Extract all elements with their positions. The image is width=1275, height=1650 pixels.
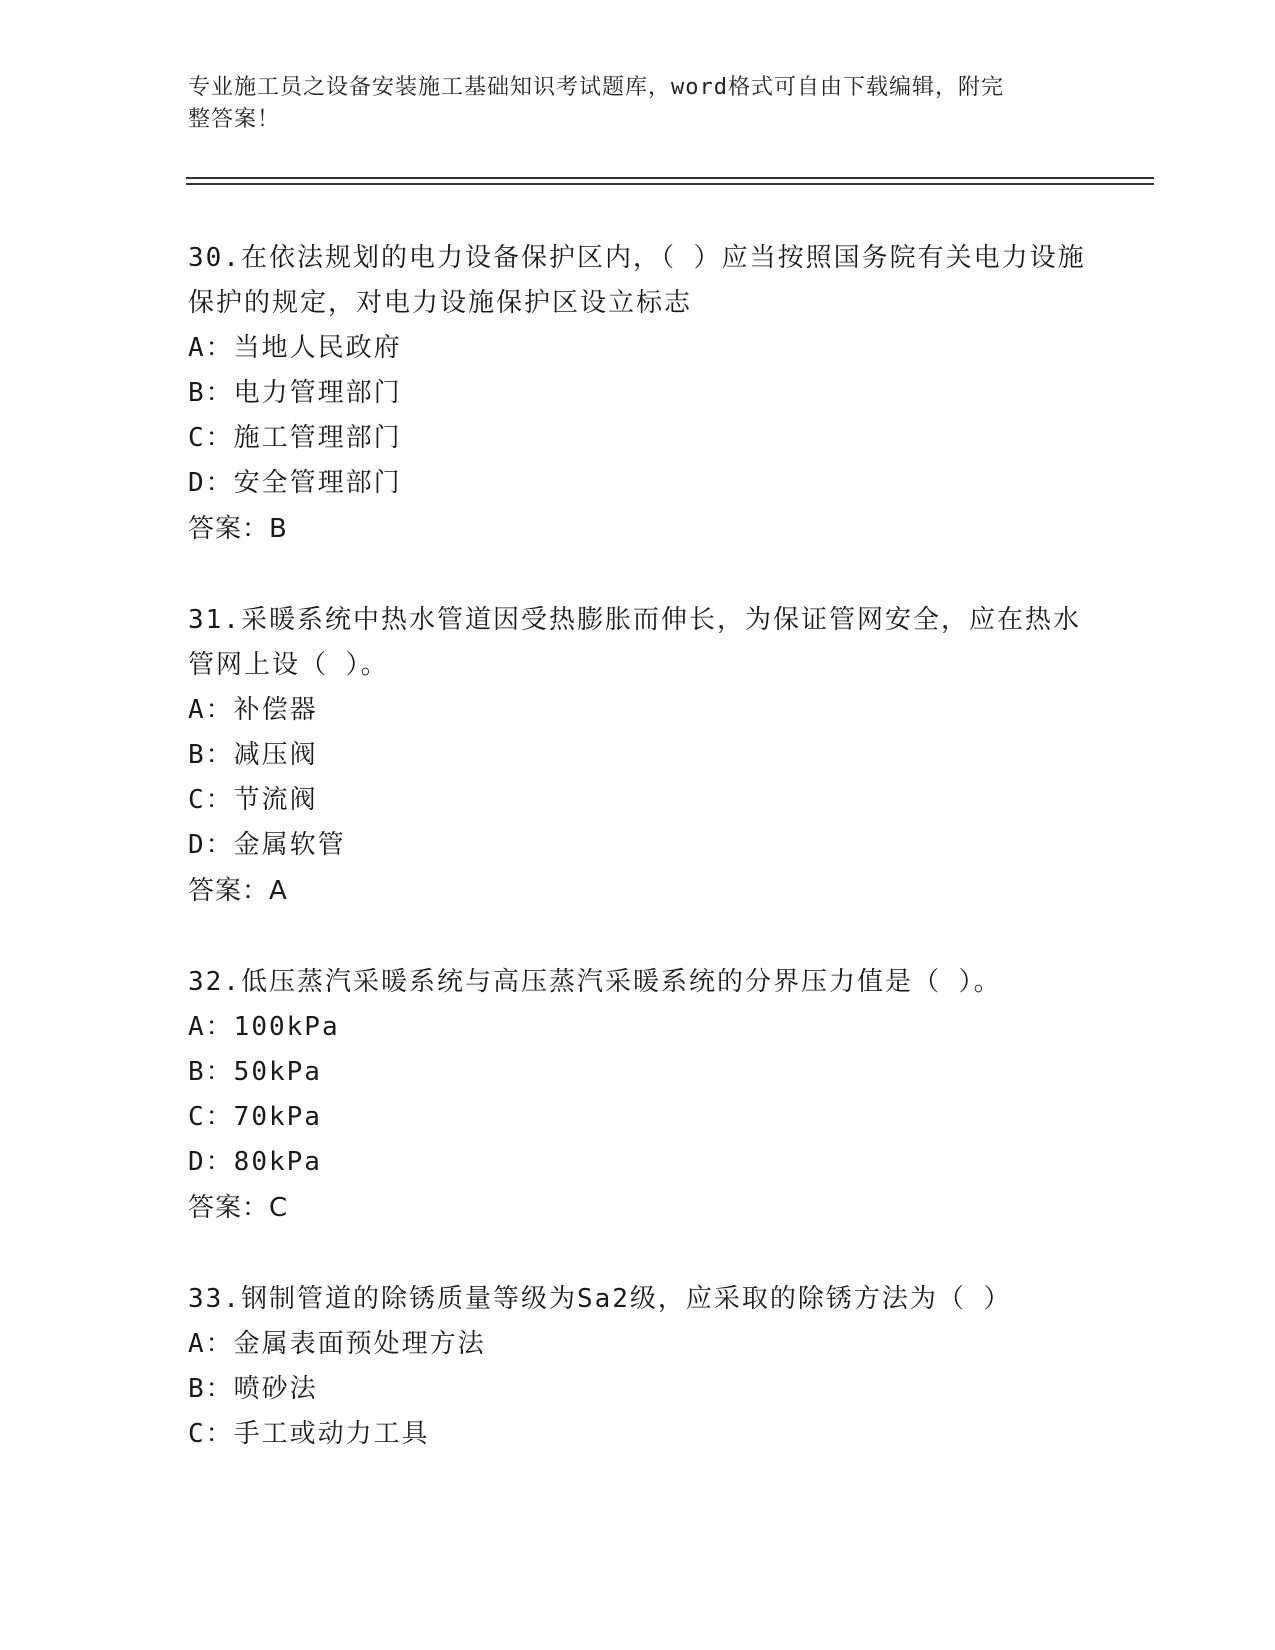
- header-line-2: 整答案！: [188, 107, 281, 132]
- option-text: 节流阀: [233, 785, 318, 815]
- option-text: 补偿器: [233, 695, 318, 725]
- header-line-1: 专业施工员之设备安装施工基础知识考试题库，word格式可自由下载编辑，附完: [188, 75, 1004, 100]
- question-number: 32.: [188, 967, 241, 997]
- option-letter: C: [188, 785, 206, 815]
- option-separator: ：: [205, 423, 234, 453]
- option-b: [188, 1050, 1088, 1095]
- option-separator: ：: [205, 333, 234, 363]
- option-letter: B: [188, 740, 206, 770]
- question-text: [188, 960, 1088, 1005]
- option-text: 金属软管: [233, 830, 346, 860]
- option-d: [188, 1140, 1088, 1185]
- option-c: [188, 778, 1088, 823]
- option-a: [188, 688, 1088, 733]
- option-d: [188, 823, 1088, 868]
- question-stem: 钢制管道的除锈质量等级为Sa2级，应采取的除锈方法为（ ）: [240, 1284, 1012, 1314]
- answer-line: [188, 868, 1088, 914]
- option-letter: C: [188, 1419, 206, 1449]
- option-text: 喷砂法: [233, 1374, 318, 1404]
- option-letter: A: [188, 1329, 206, 1359]
- option-separator: ：: [205, 740, 234, 770]
- option-separator: ：: [205, 1147, 234, 1177]
- answer-label: 答案：: [188, 514, 270, 544]
- question-32: [188, 960, 1088, 1231]
- answer-line: [188, 506, 1088, 552]
- option-a: [188, 1005, 1088, 1050]
- option-b: [188, 1367, 1088, 1412]
- question-number: 30.: [188, 243, 241, 273]
- question-30: [188, 236, 1088, 552]
- question-text: [188, 236, 1088, 326]
- option-text: 当地人民政府: [233, 333, 402, 363]
- answer-value: C: [269, 1193, 289, 1223]
- option-letter: B: [188, 378, 206, 408]
- option-text: 手工或动力工具: [233, 1419, 430, 1449]
- option-text: 80kPa: [233, 1147, 322, 1177]
- option-separator: ：: [205, 468, 234, 498]
- option-letter: B: [188, 1057, 206, 1087]
- question-text: [188, 598, 1088, 688]
- option-separator: ：: [205, 695, 234, 725]
- option-letter: B: [188, 1374, 206, 1404]
- question-number: 31.: [188, 605, 241, 635]
- question-stem: 低压蒸汽采暖系统与高压蒸汽采暖系统的分界压力值是（ ）。: [240, 967, 1002, 997]
- option-separator: ：: [205, 1012, 234, 1042]
- option-text: 金属表面预处理方法: [233, 1329, 486, 1359]
- option-separator: ：: [205, 1374, 234, 1404]
- question-stem: 在依法规划的电力设备保护区内，（ ）应当按照国务院有关电力设施保护的规定，对电力设施保护区设立标志: [188, 243, 1086, 318]
- question-stem: 采暖系统中热水管道因受热膨胀而伸长，为保证管网安全，应在热水管网上设（ ）。: [188, 605, 1081, 680]
- question-text: [188, 1277, 1088, 1322]
- option-d: [188, 461, 1088, 506]
- option-separator: ：: [205, 1329, 234, 1359]
- option-text: 减压阀: [233, 740, 318, 770]
- option-separator: ：: [205, 1057, 234, 1087]
- header-divider-bottom: [186, 183, 1154, 185]
- option-letter: A: [188, 333, 206, 363]
- option-letter: D: [188, 830, 206, 860]
- option-a: [188, 1322, 1088, 1367]
- option-separator: ：: [205, 1102, 234, 1132]
- option-c: [188, 1412, 1088, 1457]
- question-number: 33.: [188, 1284, 241, 1314]
- option-letter: C: [188, 1102, 206, 1132]
- answer-line: [188, 1185, 1088, 1231]
- answer-value: B: [269, 514, 288, 544]
- option-separator: ：: [205, 785, 234, 815]
- question-31: [188, 598, 1088, 914]
- option-text: 电力管理部门: [233, 378, 402, 408]
- option-letter: A: [188, 1012, 206, 1042]
- answer-value: A: [269, 876, 288, 906]
- option-c: [188, 1095, 1088, 1140]
- answer-label: 答案：: [188, 1193, 270, 1223]
- question-33: [188, 1277, 1088, 1457]
- option-letter: D: [188, 1147, 206, 1177]
- option-text: 70kPa: [233, 1102, 322, 1132]
- document-header: [188, 72, 1088, 136]
- option-text: 施工管理部门: [233, 423, 402, 453]
- answer-label: 答案：: [188, 876, 270, 906]
- option-letter: C: [188, 423, 206, 453]
- option-separator: ：: [205, 830, 234, 860]
- option-letter: A: [188, 695, 206, 725]
- header-divider-top: [186, 177, 1154, 179]
- option-c: [188, 416, 1088, 461]
- question-list: [188, 236, 1088, 1503]
- option-text: 100kPa: [233, 1012, 340, 1042]
- option-b: [188, 733, 1088, 778]
- option-letter: D: [188, 468, 206, 498]
- option-a: [188, 326, 1088, 371]
- option-text: 安全管理部门: [233, 468, 402, 498]
- option-text: 50kPa: [233, 1057, 322, 1087]
- option-b: [188, 371, 1088, 416]
- option-separator: ：: [205, 378, 234, 408]
- option-separator: ：: [205, 1419, 234, 1449]
